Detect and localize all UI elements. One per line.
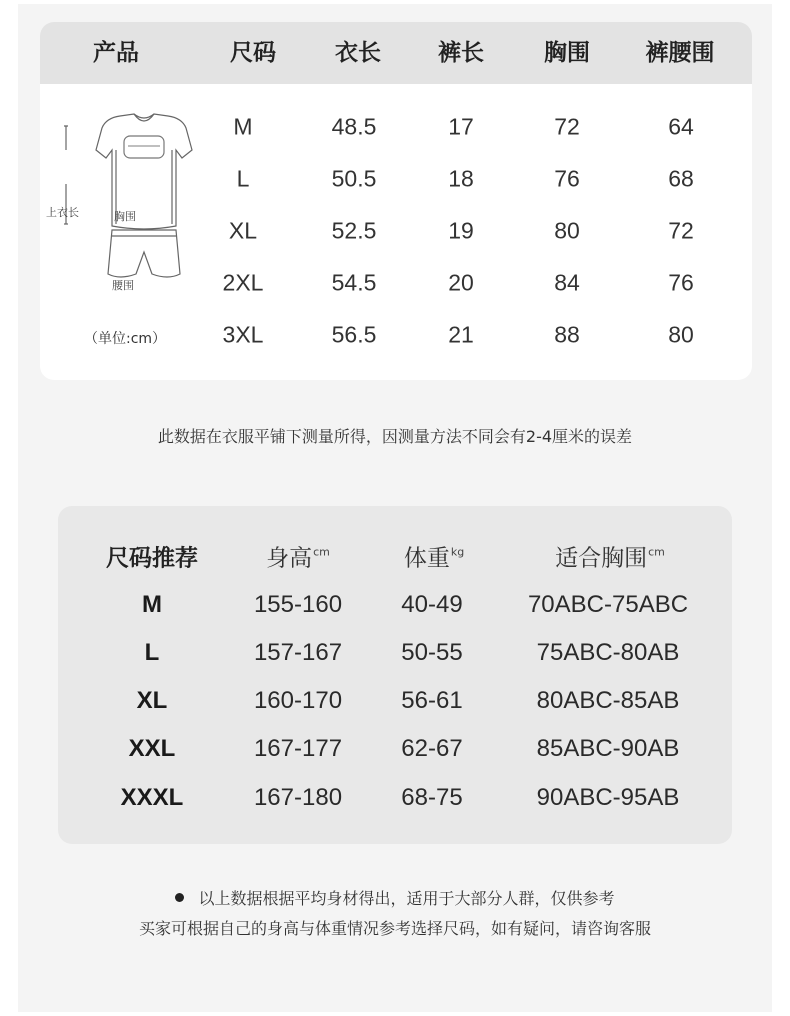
footer-note-2: 买家可根据自己的身高与体重情况参考选择尺码，如有疑问，请咨询客服 [138,919,651,938]
cell-chest: 76 [554,165,580,192]
cell-fit-chest: 90ABC-95AB [536,784,680,811]
garment-diagram [40,84,230,380]
header-size: 尺码 [230,40,276,66]
cell-size: 3XL [222,321,264,348]
header-size-recommend: 尺码推荐 [106,545,198,572]
cell-weight: 56-61 [401,687,463,714]
cell-top-length: 52.5 [331,217,377,244]
header-fit-chest: 适合胸围$^{cm}$ [555,545,665,572]
cell-waist: 72 [668,217,694,244]
cell-top-length: 56.5 [331,321,377,348]
footer-note-1: 以上数据根据平均身材得出，适用于大部分人群，仅供参考 [18,886,772,909]
cell-weight: 50-55 [401,639,463,666]
cell-top-length: 54.5 [331,269,377,296]
cell-fit-chest: 85ABC-90AB [536,735,680,762]
cell-chest: 72 [554,113,580,140]
cell-height: 160-170 [253,687,343,714]
unit-note: （单位:cm） [84,331,167,347]
header-product: 产品 [93,40,139,66]
label-chest: 胸围 [114,210,136,223]
cell-size: XXL [128,735,176,762]
label-waist: 腰围 [112,279,134,292]
cell-waist: 64 [668,113,694,140]
cell-weight: 68-75 [401,784,463,811]
bullet-dot-icon [175,893,184,902]
cell-size: L [144,639,160,666]
unit-cm: cm [313,545,330,559]
cell-pants-length: 21 [448,321,474,348]
cell-fit-chest: 75ABC-80AB [536,639,680,666]
label-top-length: 上衣长 [46,206,79,219]
cell-weight: 62-67 [401,735,463,762]
cell-chest: 84 [554,269,580,296]
cell-top-length: 48.5 [331,113,377,140]
cell-pants-length: 20 [448,269,474,296]
cell-waist: 76 [668,269,694,296]
cell-weight: 40-49 [401,591,463,618]
cell-pants-length: 19 [448,217,474,244]
cell-height: 167-177 [253,735,343,762]
cell-size: M [233,113,253,140]
header-chest: 胸围 [544,40,590,66]
cell-size: XL [228,217,258,244]
cell-waist: 68 [668,165,694,192]
cell-size: XXXL [120,784,184,811]
cell-top-length: 50.5 [331,165,377,192]
cell-size: L [236,165,250,192]
size-table-header [40,22,752,84]
unit-cm: cm [648,545,665,559]
unit-kg: kg [450,545,465,559]
cell-size: XL [136,687,168,714]
header-height: 身高$^{cm}$ [266,545,330,572]
header-weight: 体重$^{kg}$ [403,545,465,572]
header-waist: 裤腰围 [645,40,715,66]
cell-pants-length: 17 [448,113,474,140]
cell-height: 157-167 [253,639,343,666]
cell-height: 167-180 [253,784,343,811]
header-pants-length: 裤长 [438,40,484,66]
swimsuit-outline-icon [40,84,230,284]
measurement-note: 此数据在衣服平铺下测量所得，因测量方法不同会有2-4厘米的误差 [157,427,633,446]
cell-chest: 88 [554,321,580,348]
header-top-length: 衣长 [335,40,381,66]
size-guide-page [18,4,772,1012]
size-table-card [40,22,752,380]
cell-fit-chest: 70ABC-75ABC [527,591,689,618]
cell-size: 2XL [222,269,264,296]
cell-fit-chest: 80ABC-85AB [536,687,680,714]
cell-pants-length: 18 [448,165,474,192]
size-recommendation-card [58,506,732,844]
cell-waist: 80 [668,321,694,348]
cell-size: M [142,591,162,618]
cell-height: 155-160 [253,591,343,618]
cell-chest: 80 [554,217,580,244]
